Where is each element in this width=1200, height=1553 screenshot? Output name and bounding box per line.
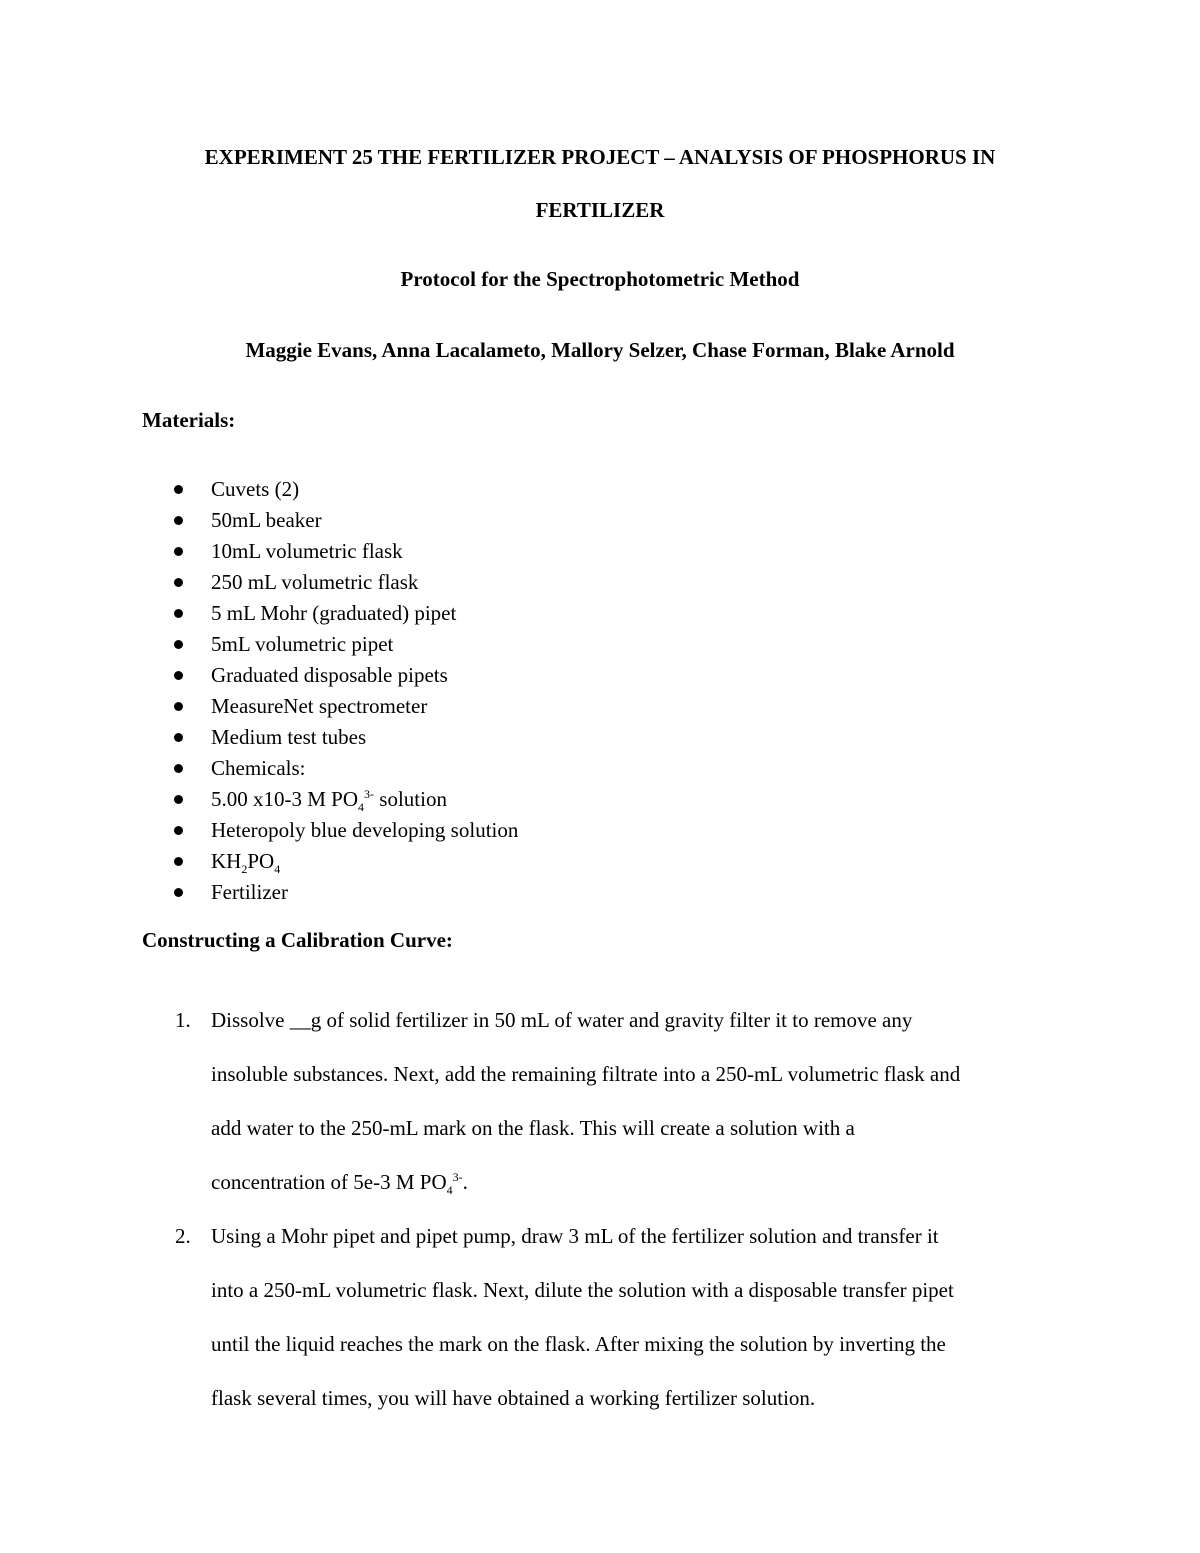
material-item-text <box>211 784 447 815</box>
bullet-icon <box>174 826 183 835</box>
formula-subscript: 4 <box>274 862 281 877</box>
bullet-icon <box>174 609 183 618</box>
formula-suffix: . <box>462 1170 468 1194</box>
bullet-icon <box>174 733 183 742</box>
bullet-icon <box>174 578 183 587</box>
formula-suffix: solution <box>374 787 447 811</box>
step-line: into a 250-mL volumetric flask. Next, dilute the solution with a disposable transfer pipet <box>211 1278 954 1302</box>
material-item-text: Medium test tubes <box>211 725 367 749</box>
bullet-icon <box>174 857 183 866</box>
formula-superscript: 3- <box>364 787 375 801</box>
step-number: 1. <box>175 1008 191 1032</box>
material-item-text <box>211 846 280 877</box>
material-item-text: Graduated disposable pipets <box>211 663 448 687</box>
material-item-text: Chemicals: <box>211 756 306 780</box>
step-line: add water to the 250-mL mark on the flask. This will create a solution with a <box>211 1116 855 1140</box>
materials-heading: Materials: <box>142 408 236 432</box>
material-item-text: Heteropoly blue developing solution <box>211 818 519 842</box>
material-item-text: Cuvets (2) <box>211 477 300 501</box>
step-line <box>211 1155 1200 1209</box>
material-item-text: 5mL volumetric pipet <box>211 632 394 656</box>
material-item-text: Fertilizer <box>211 880 288 904</box>
document-authors: Maggie Evans, Anna Lacalameto, Mallory Selzer, Chase Forman, Blake Arnold <box>245 338 955 362</box>
bullet-icon <box>174 702 183 711</box>
formula-subscript: 4 <box>358 800 365 815</box>
formula-subscript: 4 <box>446 1183 453 1198</box>
bullet-icon <box>174 516 183 525</box>
document-subtitle: Protocol for the Spectrophotometric Method <box>400 267 800 291</box>
material-item-text: MeasureNet spectrometer <box>211 694 428 718</box>
step-line: until the liquid reaches the mark on the flask. After mixing the solution by inverting the <box>211 1332 946 1356</box>
calibration-steps-list <box>0 993 1200 1425</box>
document-title-line-2: FERTILIZER <box>535 198 665 222</box>
material-item-text: 50mL beaker <box>211 508 322 532</box>
bullet-icon <box>174 764 183 773</box>
bullet-icon <box>174 547 183 556</box>
list-item <box>0 1209 1200 1425</box>
step-line: Using a Mohr pipet and pipet pump, draw 3 mL of the fertilizer solution and transfer it <box>211 1224 939 1248</box>
material-item-text: 250 mL volumetric flask <box>211 570 419 594</box>
material-item-text: 10mL volumetric flask <box>211 539 403 563</box>
bullet-icon <box>174 795 183 804</box>
formula-subscript: 2 <box>241 862 248 877</box>
formula-text: 5.00 x10-3 M PO <box>211 787 359 811</box>
step-line: insoluble substances. Next, add the remaining filtrate into a 250-mL volumetric flask and <box>211 1062 961 1086</box>
material-item-text: 5 mL Mohr (graduated) pipet <box>211 601 457 625</box>
formula-text: concentration of 5e-3 M PO <box>211 1170 447 1194</box>
step-line: Dissolve __g of solid fertilizer in 50 mL of water and gravity filter it to remove any <box>211 1008 913 1032</box>
list-item <box>0 993 1200 1209</box>
calibration-heading: Constructing a Calibration Curve: <box>142 928 453 952</box>
step-line: flask several times, you will have obtained a working fertilizer solution. <box>211 1386 816 1410</box>
step-number: 2. <box>175 1224 191 1248</box>
bullet-icon <box>174 671 183 680</box>
formula-text: PO <box>247 849 275 873</box>
formula-superscript: 3- <box>452 1170 463 1184</box>
bullet-icon <box>174 485 183 494</box>
formula-text: KH <box>211 849 242 873</box>
bullet-icon <box>174 640 183 649</box>
bullet-icon <box>174 888 183 897</box>
document-title-line-1: EXPERIMENT 25 THE FERTILIZER PROJECT – ANALYSIS OF PHOSPHORUS IN <box>204 145 996 169</box>
